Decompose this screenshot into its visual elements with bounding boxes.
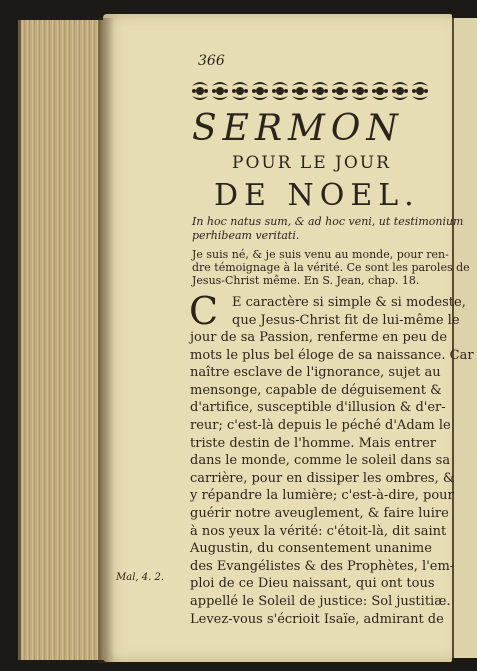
spine-shadow [98,18,114,663]
body-text: jour de sa Passion, renferme en peu de mots le plus bel éloge de sa naissance. Car naître esclave de l'ignorance, sujet au mensonge, capable de déguisement & d'artifice, susceptible d'illusion & d'er- reur; c'est-là depuis le péché d'Adam le triste destin de l'homme. Mais entrer dans le monde, comme le soleil dans sa carrière, pour en dissiper les ombres, & y répandre la lumière; c'est-à-dire, pour guérir notre aveuglement, & faire luire à nos yeux la vérité: c'étoit-là, dit saint Augustin, du consentement unanime des Evangélistes & des Prophètes, l'em- ploi de ce Dieu naissant, qui ont tous appellé le Soleil de justice: Sol justitiæ. Levez-vous s'écrioit Isaïe, admirant de [190,330,474,627]
epigraph-latin: In hoc natus sum, & ad hoc veni, ut testimonium perhibeam veritati. [192,215,464,242]
body-first-lines: E caractère si simple & si modeste, que Jesus-Christ fit de lui-même le [232,295,466,328]
drop-cap: C [189,289,219,333]
margin-reference: Mal, 4. 2. [116,572,165,583]
title-pour-le-jour: POUR LE JOUR [232,153,391,173]
epigraph-french: Je suis né, & je suis venu au monde, pour ren- dre témoignage à la vérité. Ce sont les paroles de Jesus-Christ même. En S. Jean, chap. 18. [192,248,470,287]
ornament-icon [190,78,430,104]
title-de-noel: DE NOEL. [214,178,420,213]
title-sermon: SERMON [192,108,404,149]
page-number: 366 [198,53,225,69]
